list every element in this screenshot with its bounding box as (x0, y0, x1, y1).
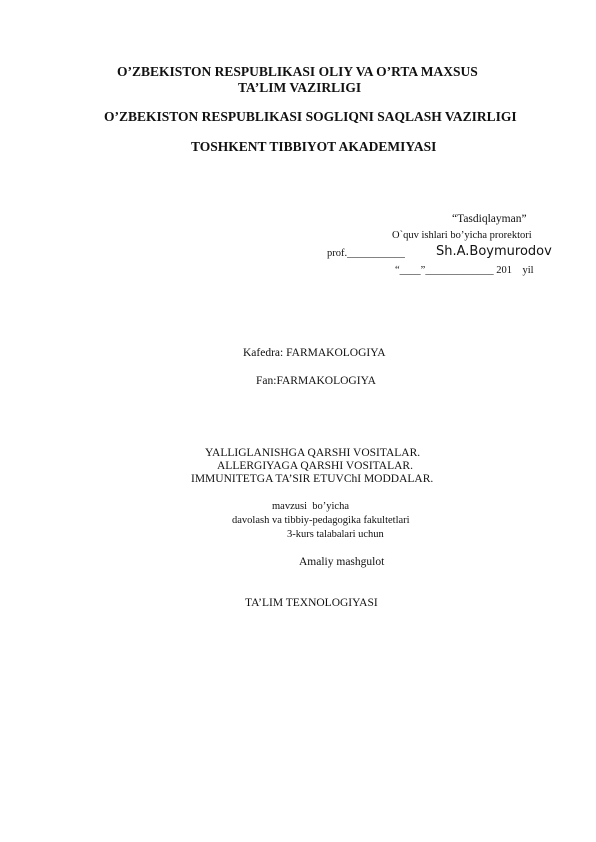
audience-faculties: davolash va tibbiy-pedagogika fakultetlari (232, 515, 410, 526)
health-ministry-title: O’ZBEKISTON RESPUBLIKASI SOGLIQNI SAQLASH VAZIRLIGI (104, 109, 517, 124)
audience-students: 3-kurs talabalari uchun (287, 529, 384, 540)
approval-date-line: “____”_____________ 201 yil (395, 265, 534, 276)
ministry-line-2: TA’LIM VAZIRLIGI (238, 80, 362, 95)
department-label: Kafedra: FARMAKOLOGIYA (243, 347, 386, 359)
subject-label: Fan:FARMAKOLOGIYA (256, 375, 376, 387)
approval-prof-line: prof.___________ (327, 248, 405, 259)
topic-line-1: YALLIGLANISHGA QARSHI VOSITALAR. (205, 447, 421, 459)
lesson-type: Amaliy mashgulot (299, 556, 385, 568)
topic-line-2: ALLERGIYAGA QARSHI VOSITALAR. (217, 460, 413, 472)
document-title: TA’LIM TEXNOLOGIYASI (245, 597, 378, 609)
approval-role: O`quv ishlari bo’yicha prorektori (392, 230, 532, 241)
academy-title: TOSHKENT TIBBIYOT AKADEMIYASI (191, 139, 437, 154)
audience-about: mavzusi bo’yicha (272, 501, 349, 512)
approval-signer-name: Sh.A.Boymurodov (436, 244, 552, 259)
ministry-line-1: O’ZBEKISTON RESPUBLIKASI OLIY VA O’RTA MAXSUS (117, 64, 478, 79)
topic-line-3: IMMUNITETGA TA’SIR ETUVChI MODDALAR. (191, 473, 434, 485)
approval-title: “Tasdiqlayman” (452, 213, 527, 225)
